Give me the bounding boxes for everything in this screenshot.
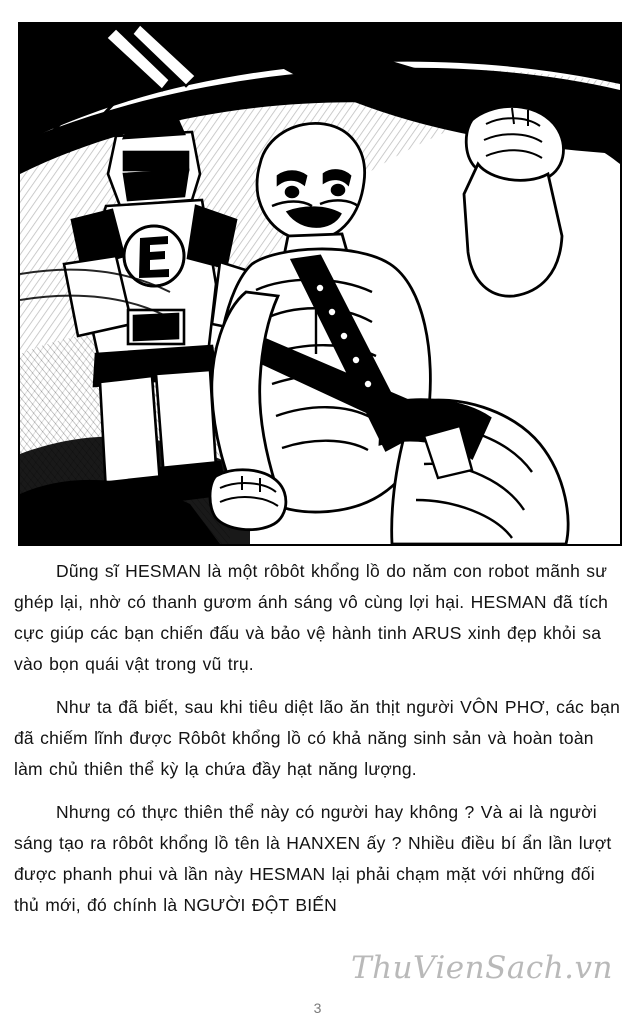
illustration-artwork — [20, 24, 620, 544]
illustration-svg — [20, 24, 620, 544]
paragraph-2: Như ta đã biết, sau khi tiêu diệt lão ăn thịt người VÔN PHƠ, các bạn đã chiếm lĩnh được Rôbôt khổng lồ có khả năng sinh sản và hoàn toàn làm chủ thiên thể kỳ lạ chứa đầy hạt năng lượng. — [14, 697, 621, 779]
article-body — [14, 556, 620, 933]
page-number: 3 — [313, 1000, 322, 1016]
site-watermark: ThuVienSach.vn — [350, 950, 613, 986]
illustration-panel — [18, 22, 622, 546]
paragraph-3: Nhưng có thực thiên thể này có người hay không ? Và ai là người sáng tạo ra rôbôt khổng lồ tên là HANXEN ấy ? Nhiều điều bí ẩn lần lượt được phanh phui và lần này HESMAN lại phải chạm mặt với những đối thủ mới, đó chính là NGƯỜI ĐỘT BIẾN — [14, 802, 612, 915]
paragraph-1: Dũng sĩ HESMAN là một rôbôt khổng lồ do năm con robot mãnh sư ghép lại, nhờ có thanh gươm ánh sáng vô cùng lợi hại. HESMAN đã tích cực giúp các bạn chiến đấu và bảo vệ hành tinh ARUS xinh đẹp khỏi sa vào bọn quái vật trong vũ trụ. — [14, 561, 609, 674]
